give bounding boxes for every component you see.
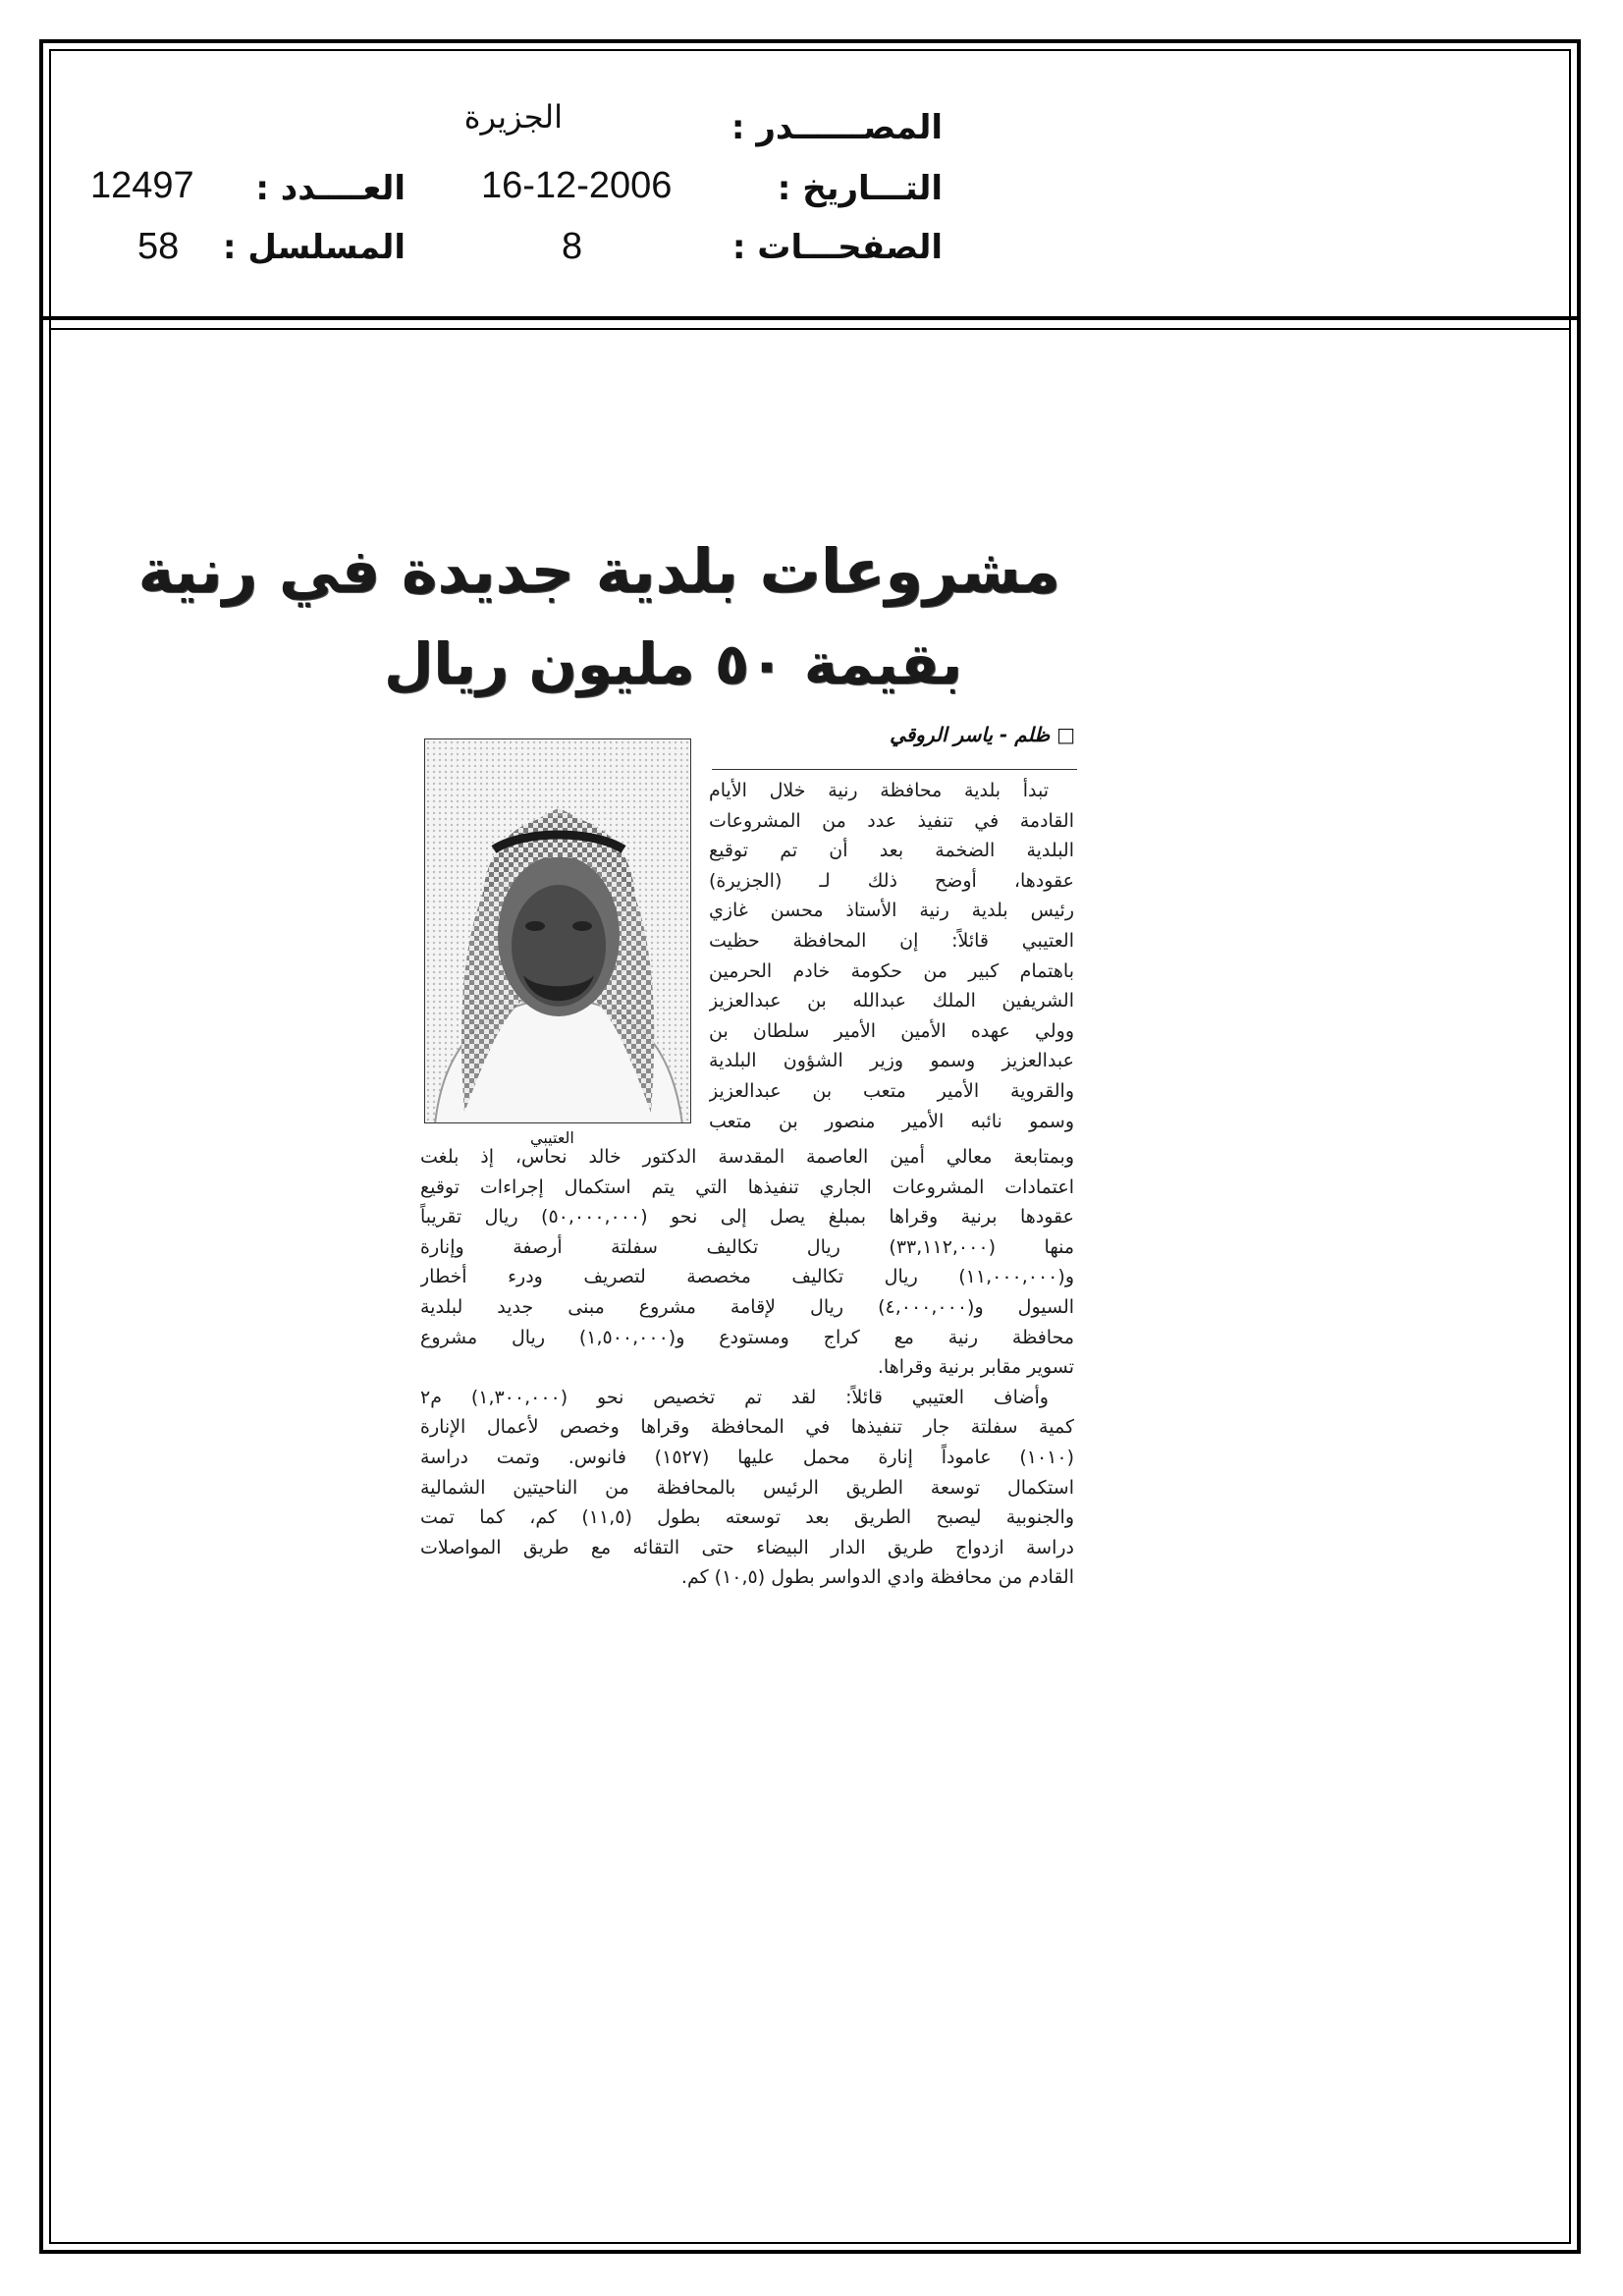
article-line: منها (٣٣,١١٢,٠٠٠) ريال تكاليف سفلتة أرصفة وإنارة: [420, 1235, 1074, 1258]
byline: □ ظلم - ياسر الروقي: [890, 723, 1075, 746]
article-line: عقودها برنية وقراها بمبلغ يصل إلى نحو (٥٠,٠٠٠,٠٠٠) ريال تقريباً: [420, 1206, 1074, 1229]
article-line: القادمة في تنفيذ عدد من المشروعات: [709, 809, 1074, 832]
article-line: وبمتابعة معالي أمين العاصمة المقدسة الدكتور خالد نحاس، إذ بلغت: [420, 1146, 1074, 1168]
article-line: و(١١,٠٠٠,٠٠٠) ريال تكاليف مخصصة لتصريف ودرء أخطار: [420, 1266, 1074, 1288]
article-line: تسوير مقابر برنية وقراها.: [877, 1356, 1074, 1379]
article-body-wide: [420, 1142, 1074, 1593]
article-line: محافظة رنية مع كراج ومستودع و(١,٥٠٠,٠٠٠) ريال مشروع: [420, 1326, 1074, 1348]
serial-label: المسلسل :: [222, 228, 406, 267]
headline-line-1: مشروعات بلدية جديدة في رنية: [137, 535, 1060, 607]
article-line: استكمال توسعة الطريق الرئيس بالمحافظة من الناحيتين الشمالية: [420, 1476, 1074, 1499]
article-line: عبدالعزيز وسمو وزير الشؤون البلدية: [709, 1050, 1074, 1072]
date-label: التـــاريخ :: [777, 169, 943, 208]
portrait-photo: [424, 738, 691, 1123]
article-line: كمية سفلتة جار تنفيذها في المحافظة وقراها وخصص لأعمال الإنارة: [420, 1416, 1074, 1439]
source-label: المصــــــدر :: [730, 108, 943, 147]
byline-rule: [712, 769, 1077, 770]
article-line: دراسة ازدواج طريق الدار البيضاء حتى التقائه مع طريق المواصلات: [420, 1536, 1074, 1558]
article-line: اعتمادات المشروعات الجاري تنفيذها التي يتم استكمال إجراءات توقيع: [420, 1175, 1074, 1198]
article-line: العتيبي قائلاً: إن المحافظة حظيت: [709, 929, 1074, 952]
serial-value: 58: [137, 226, 180, 267]
issue-value: 12497: [90, 165, 194, 206]
article-line: عقودها، أوضح ذلك لـ (الجزيرة): [709, 869, 1074, 892]
article-line: البلدية الضخمة بعد أن تم توقيع: [709, 840, 1074, 862]
header-divider-inner: [49, 328, 1571, 330]
pages-value: 8: [562, 226, 583, 267]
photo-caption: العتيبي: [530, 1128, 574, 1147]
article-line: (١٠١٠) عاموداً إنارة محمل عليها (١٥٢٧) فانوس. وتمت دراسة: [420, 1446, 1074, 1468]
article-line: وأضاف العتيبي قائلاً: لقد تم تخصيص نحو (١,٣٠٠,٠٠٠) م٢: [420, 1386, 1049, 1408]
article-line: القادم من محافظة وادي الدواسر بطول (١٠,٥) كم.: [680, 1566, 1074, 1589]
article-line: وسمو نائبه الأمير منصور بن متعب: [709, 1110, 1074, 1132]
article-line: وولي عهده الأمين الأمير سلطان بن: [709, 1019, 1074, 1042]
issue-label: العــــدد :: [255, 169, 406, 208]
pages-label: الصفحـــات :: [731, 228, 943, 267]
article-line: السيول و(٤,٠٠٠,٠٠٠) ريال لإقامة مشروع مبنى جديد لبلدية: [420, 1295, 1074, 1318]
article-line: والقروية الأمير متعب بن عبدالعزيز: [709, 1079, 1074, 1102]
article-line: باهتمام كبير من حكومة خادم الحرمين: [709, 959, 1074, 982]
date-value: 16-12-2006: [481, 165, 673, 206]
article-body-narrow: [709, 776, 1074, 1136]
article-line: والجنوبية ليصبح الطريق بعد توسعته بطول (١١,٥) كم، كما تمت: [420, 1506, 1074, 1529]
source-value: الجزيرة: [463, 98, 563, 136]
article-line: تبدأ بلدية محافظة رنية خلال الأيام: [709, 780, 1049, 801]
headline-line-2: بقيمة ٥٠ مليون ريال: [383, 630, 962, 697]
article-line: رئيس بلدية رنية الأستاذ محسن غازي: [709, 900, 1074, 922]
article-line: الشريفين الملك عبدالله بن عبدالعزيز: [709, 990, 1074, 1012]
header-divider: [39, 316, 1581, 320]
